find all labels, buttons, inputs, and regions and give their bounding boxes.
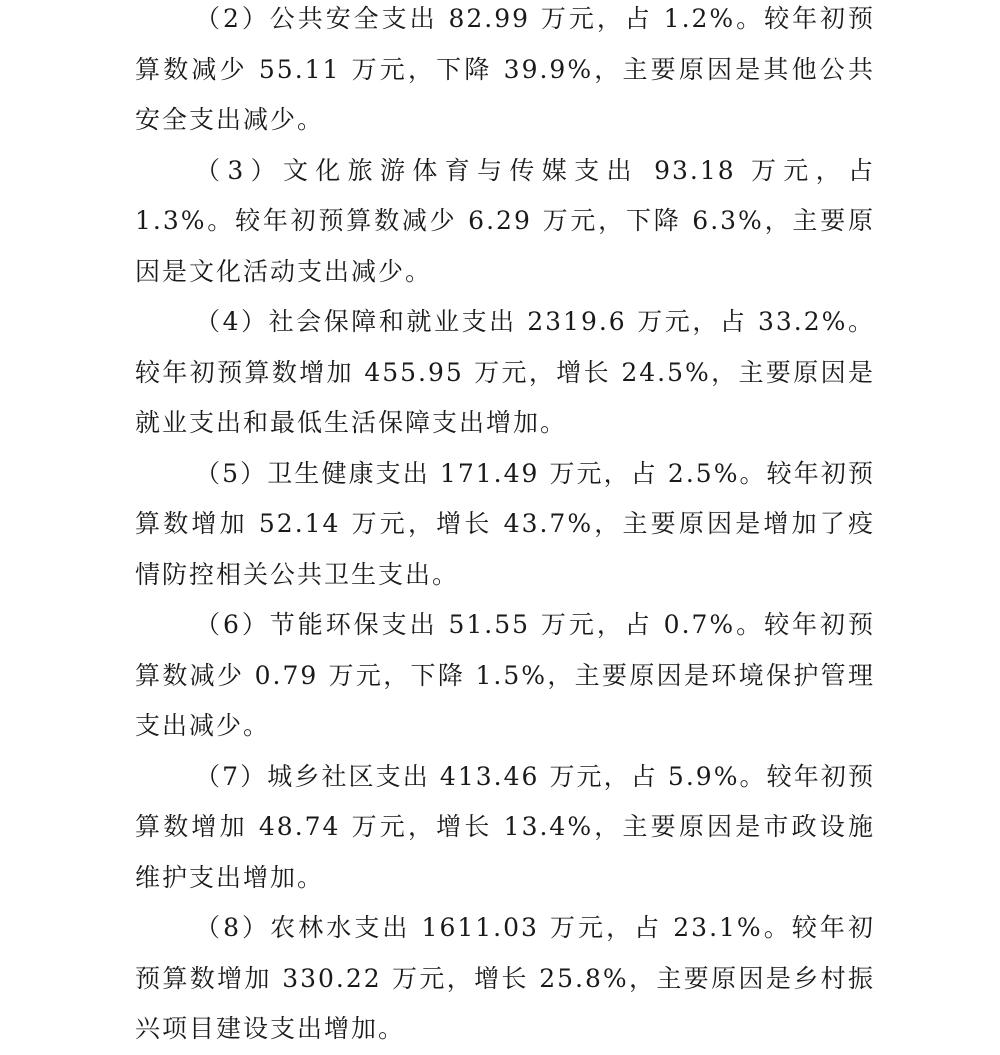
paragraph-environment: （6）节能环保支出 51.55 万元，占 0.7%。较年初预算数减少 0.79 万元，下降 1.5%，主要原因是环境保护管理支出减少。	[135, 610, 875, 740]
document-page	[135, 0, 875, 1043]
paragraph-health: （5）卫生健康支出 171.49 万元，占 2.5%。较年初预算数增加 52.14 万元，增长 43.7%，主要原因是增加了疫情防控相关公共卫生支出。	[135, 458, 875, 589]
paragraph-urban-rural: （7）城乡社区支出 413.46 万元，占 5.9%。较年初预算数增加 48.74 万元，增长 13.4%，主要原因是市政设施维护支出增加。	[135, 761, 875, 892]
paragraph-agriculture: （8）农林水支出 1611.03 万元，占 23.1%。较年初预算数增加 330.22 万元，增长 25.8%，主要原因是乡村振兴项目建设支出增加。	[135, 913, 875, 1043]
paragraph-social-security: （4）社会保障和就业支出 2319.6 万元，占 33.2%。较年初预算数增加 455.95 万元，增长 24.5%，主要原因是就业支出和最低生活保障支出增加。	[135, 307, 875, 437]
paragraph-culture-tourism: （3）文化旅游体育与传媒支出 93.18 万元，占 1.3%。较年初预算数减少 6.29 万元，下降 6.3%，主要原因是文化活动支出减少。	[135, 155, 875, 286]
paragraph-public-security: （2）公共安全支出 82.99 万元，占 1.2%。较年初预算数减少 55.11 万元，下降 39.9%，主要原因是其他公共安全支出减少。	[135, 4, 875, 134]
